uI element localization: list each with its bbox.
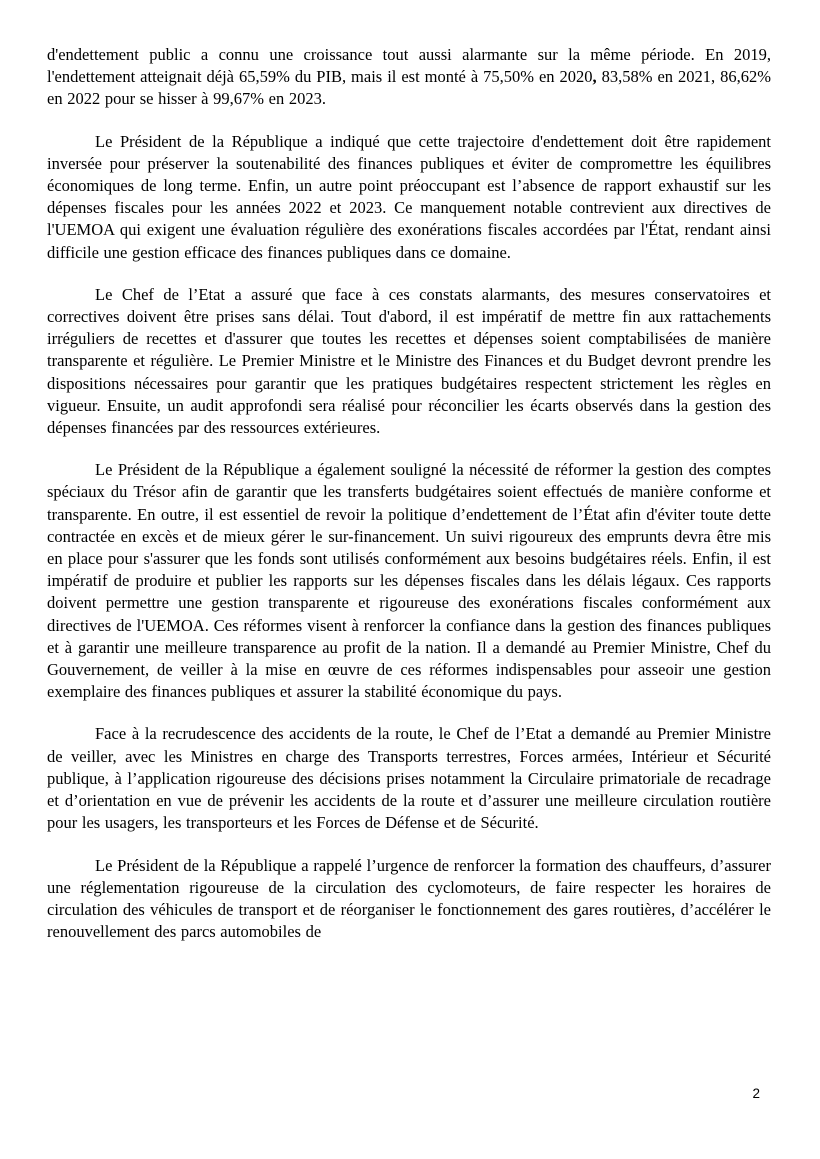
paragraph xyxy=(47,44,771,111)
paragraph-text: Le Président de la République a également souligné la nécessité de réformer la gestion des comptes spéciaux du Trésor afin de garantir que les transferts budgétaires soient effectués de manière conforme et transparente. En outre, il est essentiel de revoir la politique d’endettement de l’État afin d'éviter toute dette contractée en excès et de mieux gérer le sur-financement. Un suivi rigoureux des emprunts devra être mis en place pour s'assurer que les fonds sont utilisés conformément aux besoins budgétaires réels. Enfin, il est impératif de produire et publier les rapports sur les dépenses fiscales dans les délais légaux. Ces rapports doivent permettre une gestion transparente et rigoureuse des exonérations fiscales conformément aux directives de l'UEMOA. Ces réformes visent à renforcer la confiance dans la gestion des finances publiques et à garantir une meilleure transparence au profit de la nation. Il a demandé au Premier Ministre, Chef du Gouvernement, de veiller à la mise en œuvre de ces réformes indispensables pour asseoir une gestion exemplaire des finances publiques et assurer la stabilité économique du pays. xyxy=(47,460,771,702)
paragraph-text: d'endettement public a connu une croissance tout aussi alarmante sur la même période. En 2019, l'endettement atteignait déjà 65,59% du PIB, mais il est monté à 75,50% en 2020 xyxy=(47,45,771,87)
paragraph xyxy=(47,459,771,703)
paragraph xyxy=(47,855,771,944)
paragraph-text-bold: , xyxy=(592,67,597,87)
paragraph-text: 83,58% en 2021, 86,62% en 2022 pour se hisser à 99,67% en 2023. xyxy=(47,67,771,109)
paragraph xyxy=(47,723,771,834)
paragraph-text: Le Chef de l’Etat a assuré que face à ces constats alarmants, des mesures conservatoires et correctives doivent être prises sans délai. Tout d'abord, il est impératif de mettre fin aux rattachements irréguliers de recettes et d'assurer que toutes les recettes et dépenses soient comptabilisées de manière transparente et régulière. Le Premier Ministre et le Ministre des Finances et du Budget devront prendre les dispositions nécessaires pour garantir que les pratiques budgétaires respectent strictement les règles en vigueur. Ensuite, un audit approfondi sera réalisé pour réconcilier les écarts observés dans la gestion des dépenses financées par des ressources extérieures. xyxy=(47,284,771,438)
paragraph-text: Le Président de la République a indiqué que cette trajectoire d'endettement doit être rapidement inversée pour préserver la soutenabilité des finances publiques et éviter de compromettre les équilibres économiques de long terme. Enfin, un autre point préoccupant est l’absence de rapport exhaustif sur les dépenses fiscales pour les années 2022 et 2023. Ce manquement notable contrevient aux directives de l'UEMOA qui exigent une évaluation régulière des exonérations fiscales accordées par l'État, rendant ainsi difficile une gestion efficace des finances publiques dans ce domaine. xyxy=(47,131,771,262)
paragraph-text: Face à la recrudescence des accidents de la route, le Chef de l’Etat a demandé au Premier Ministre de veiller, avec les Ministres en charge des Transports terrestres, Forces armées, Intérieur et Sécurité publique, à l’application rigoureuse des décisions prises notamment la Circulaire primatoriale de recadrage et d’orientation en vue de prévenir les accidents de la route et d’assurer une meilleure circulation routière pour les usagers, les transporteurs et les Forces de Défense et de Sécurité. xyxy=(47,724,771,833)
page-number: 2 xyxy=(752,1086,760,1101)
paragraph-text: Le Président de la République a rappelé l’urgence de renforcer la formation des chauffeurs, d’assurer une réglementation rigoureuse de la circulation des cyclomoteurs, de faire respecter les horaires de circulation des véhicules de transport et de réorganiser le fonctionnement des gares routières, d’accélérer le renouvellement des parcs automobiles de xyxy=(47,855,771,942)
document-body xyxy=(47,44,771,943)
paragraph xyxy=(47,284,771,439)
paragraph xyxy=(47,131,771,264)
